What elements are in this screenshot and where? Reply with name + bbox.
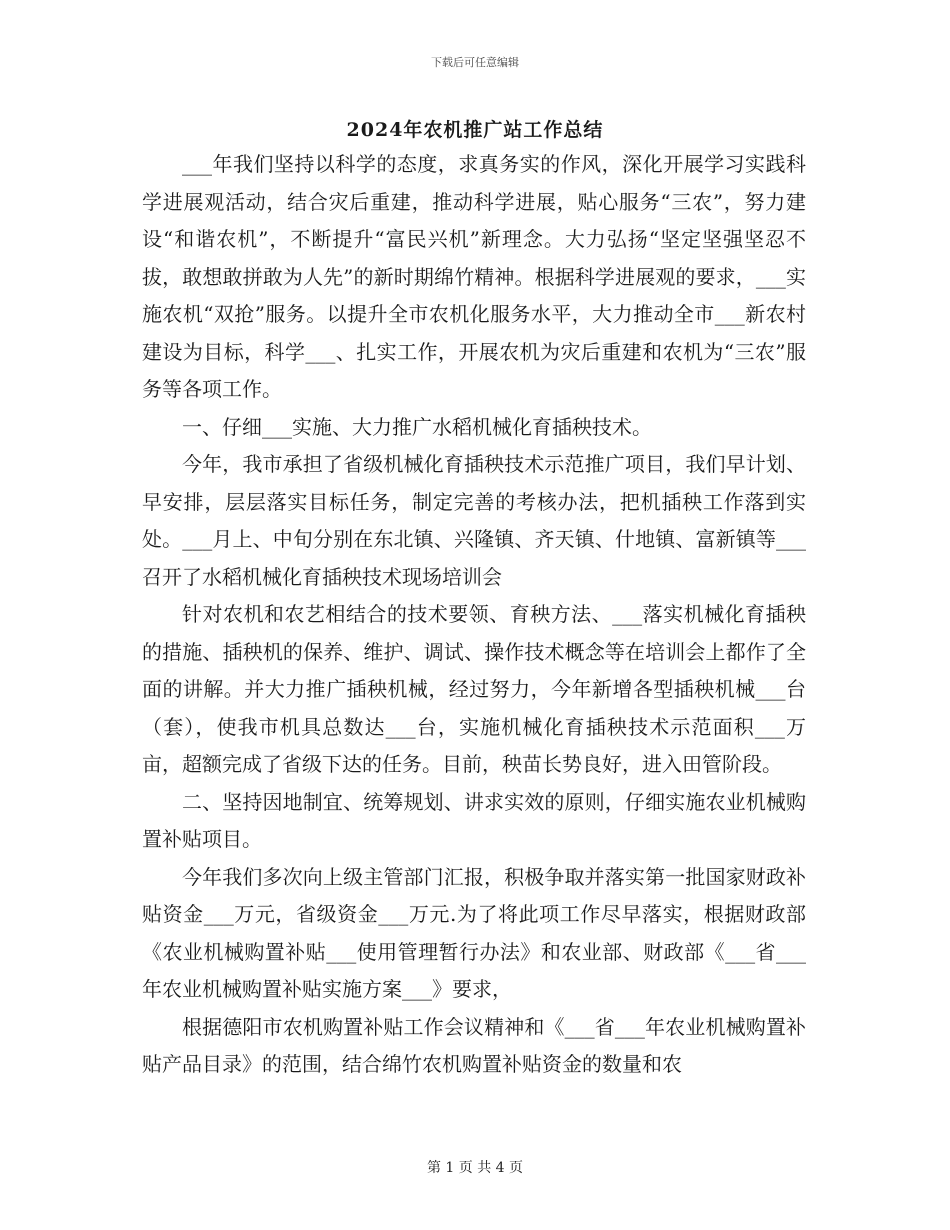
document-body: [142, 146, 806, 1084]
document-title: 2024年农机推广站工作总结: [346, 119, 604, 141]
page-header-note: 下载后可任意编辑: [431, 56, 519, 69]
paragraph: 根据德阳市农机购置补贴工作会议精神和《___省___年农业机械购置补贴产品目录》的范围，结合绵竹农机购置补贴资金的数量和农: [142, 1014, 806, 1076]
section-heading-2: 二、坚持因地制宜、统筹规划、讲求实效的原则，仔细实施农业机械购置补贴项目。: [142, 789, 806, 851]
section-heading-1: 一、仔细___实施、大力推广水稻机械化育插秧技术。: [182, 414, 652, 439]
paragraph-intro: ___年我们坚持以科学的态度，求真务实的作风，深化开展学习实践科学进展观活动，结合灾后重建，推动科学进展，贴心服务“三农”，努力建设“和谐农机”，不断提升“富民兴机”新理念。大力弘扬“坚定坚强坚忍不拔，敢想敢拼敢为人先”的新时期绵竹精神。根据科学进展观的要求，___实施农机“双抢”服务。以提升全市农机化服务水平，大力推动全市___新农村建设为目标，科学___、扎实工作，开展农机为灾后重建和农机为“三农”服务等各项工作。: [142, 152, 806, 401]
paragraph: 今年我们多次向上级主管部门汇报，积极争取并落实第一批国家财政补贴资金___万元，省级资金___万元.为了将此项工作尽早落实，根据财政部《农业机械购置补贴___使用管理暂行办法》和农业部、财政部《___省___年农业机械购置补贴实施方案___》要求，: [142, 864, 806, 1001]
paragraph: 今年，我市承担了省级机械化育插秧技术示范推广项目，我们早计划、早安排，层层落实目标任务，制定完善的考核办法，把机插秧工作落到实处。___月上、中旬分别在东北镇、兴隆镇、齐天镇、什地镇、富新镇等___召开了水稻机械化育插秧技术现场培训会: [142, 452, 806, 589]
page-number: 第 1 页 共 4 页: [426, 1160, 524, 1176]
paragraph: 针对农机和农艺相结合的技术要领、育秧方法、___落实机械化育插秧的措施、插秧机的保养、维护、调试、操作技术概念等在培训会上都作了全面的讲解。并大力推广插秧机械，经过努力，今年新增各型插秧机械___台（套），使我市机具总数达___台，实施机械化育插秧技术示范面积___万亩，超额完成了省级下达的任务。目前，秧苗长势良好，进入田管阶段。: [142, 602, 806, 776]
